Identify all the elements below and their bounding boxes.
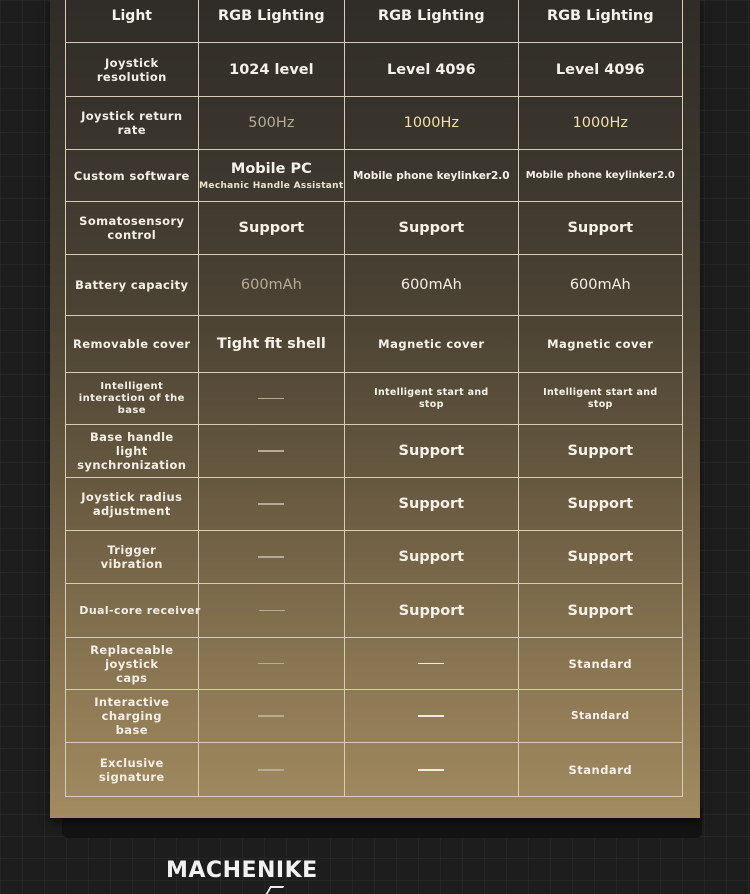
cell-model-3: Standard [568,656,633,671]
not-available-dash [258,450,284,452]
cell-model-2: Mobile phone keylinker2.0 [345,150,518,201]
not-available-dash [258,398,284,400]
row-label: Joystick radius adjustment [66,478,199,530]
row-label: Custom software [66,150,199,201]
not-available-dash [418,663,444,665]
table-row [66,202,682,255]
cell-model-3: Support [567,220,634,236]
table-row [66,690,682,743]
cell-model-2: RGB Lighting [345,0,518,42]
row-label: Removable cover [66,316,199,372]
cell-model-2 [345,638,518,689]
not-available-dash [418,715,444,717]
cell-model-2: Intelligent start and stop [345,373,518,424]
row-label: Joystick resolution [66,43,199,96]
cell-model-3: Support [567,443,634,459]
cell-model-2: Magnetic cover [345,316,518,372]
not-available-dash [258,503,284,505]
table-row [66,743,682,797]
cell-model-3: Level 4096 [555,61,645,78]
table-row [66,150,682,202]
row-label: Trigger vibration [66,531,199,583]
table-row [66,373,682,425]
cell-model-3: Support [567,549,634,565]
cell-model-3: Standard [568,763,633,777]
cell-model-3: Intelligent start and stop [543,386,658,410]
cell-model-1: 1024 level [199,43,346,96]
cell-model-2 [345,743,518,797]
cell-model-3: Mobile phone keylinker2.0 [525,170,675,181]
cell-model-1 [199,373,346,424]
cell-model-1: Tight fit shell [199,316,346,372]
not-available-dash [418,769,444,771]
table-row [66,531,682,584]
cell-model-1: 600mAh [199,255,346,315]
table-row [66,97,682,150]
row-label: Intelligent interaction of the base [66,373,199,424]
not-available-dash [258,663,284,665]
table-row [66,316,682,373]
cell-model-1: Support [199,202,346,254]
row-label: Joystick return rate [66,97,199,149]
table-row [66,584,682,638]
cell-model-1 [199,150,346,201]
table-row [66,425,682,478]
cell-model-2: 600mAh [345,255,518,315]
cell-model-1 [199,584,345,637]
cell-model-1: RGB Lighting [199,0,346,42]
cell-model-3: 600mAh [569,277,631,293]
row-label: Battery capacity [66,255,199,315]
cell-model-3: Support [567,602,634,619]
cell-model-2: Support [345,425,518,477]
cell-model-3: RGB Lighting [546,8,654,24]
cell-model-2: Support [345,531,518,583]
cell-model-2: Support [345,478,518,530]
cell-model-1 [199,743,346,797]
table-row [66,43,682,97]
table-row [66,638,682,690]
row-label: Dual-core receiver [66,584,199,637]
cell-model-3: 1000Hz [572,115,628,131]
cell-model-3: Standard [571,710,630,722]
cell-model-2 [345,690,518,742]
row-label: Somatosensory control [66,202,199,254]
row-label: Interactive charging base [66,690,199,742]
cell-model-1 [199,425,346,477]
cell-model-2: 1000Hz [345,97,518,149]
not-available-dash [258,769,284,771]
brand-logo-mark [266,886,285,894]
brand-logo: MACHENIKE [166,858,318,883]
row-label: Base handle light synchronization [66,425,199,477]
row-label: Replaceable joystick caps [66,638,199,689]
cell-model-2: Support [345,202,518,254]
cell-model-2: Support [345,584,518,637]
cell-model-1 [199,690,346,742]
table-row [66,478,682,531]
cell-model-1: 500Hz [199,97,346,149]
cell-model-1 [199,531,346,583]
comparison-table [65,0,683,797]
table-row [66,255,682,316]
row-label: Exclusive signature [66,743,199,797]
cell-model-3: Magnetic cover [547,337,654,351]
cell-model-3: Support [567,496,634,512]
software-stack: Mobile PC Mechanic Handle Assistant [199,160,344,191]
not-available-dash [259,610,285,612]
row-label: Light [66,0,199,42]
table-row [66,0,682,43]
cell-model-1 [199,638,346,689]
not-available-dash [258,715,284,717]
cell-model-2: Level 4096 [345,43,518,96]
cell-model-1 [199,478,346,530]
not-available-dash [258,556,284,558]
